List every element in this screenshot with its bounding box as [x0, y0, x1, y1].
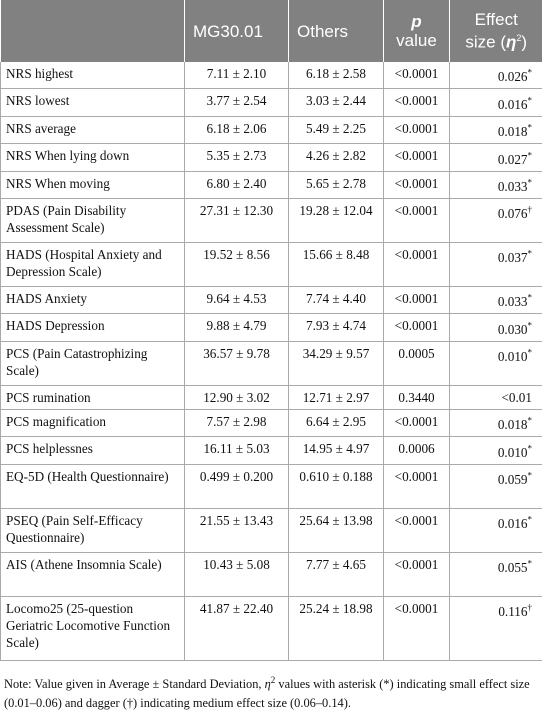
measure-cell: HADS Anxiety	[1, 286, 185, 313]
mg3001-cell: 5.35 ± 2.73	[185, 144, 289, 171]
p-value-cell: <0.0001	[384, 116, 450, 143]
effect-size-cell	[450, 437, 542, 464]
header-eta-sup: 2	[516, 33, 521, 43]
others-cell: 7.93 ± 4.74	[289, 314, 384, 341]
effect-size-marker: *	[528, 443, 533, 453]
others-cell: 25.24 ± 18.98	[289, 596, 384, 660]
others-cell: 5.65 ± 2.78	[289, 171, 384, 198]
mg3001-cell: 21.55 ± 13.43	[185, 508, 289, 552]
note-eta: η	[265, 677, 271, 691]
p-value-cell: <0.0001	[384, 198, 450, 242]
effect-size-marker: *	[528, 559, 533, 569]
measure-cell: PCS helplessnes	[1, 437, 185, 464]
table-row	[1, 62, 542, 89]
measure-cell: NRS When lying down	[1, 144, 185, 171]
table-row	[1, 314, 542, 341]
header-p-value	[384, 0, 450, 62]
others-cell: 3.03 ± 2.44	[289, 89, 384, 116]
p-value-cell: <0.0001	[384, 552, 450, 596]
p-value-cell: <0.0001	[384, 89, 450, 116]
table-row	[1, 242, 542, 286]
others-cell: 15.66 ± 8.48	[289, 242, 384, 286]
effect-size-marker: *	[528, 320, 533, 330]
others-cell: 7.77 ± 4.65	[289, 552, 384, 596]
effect-size-cell	[450, 314, 542, 341]
effect-size-marker: *	[528, 68, 533, 78]
mg3001-cell: 19.52 ± 8.56	[185, 242, 289, 286]
table-row	[1, 171, 542, 198]
others-cell: 25.64 ± 13.98	[289, 508, 384, 552]
mg3001-cell: 9.64 ± 4.53	[185, 286, 289, 313]
others-cell: 14.95 ± 4.97	[289, 437, 384, 464]
table-row	[1, 464, 542, 508]
others-cell: 6.64 ± 2.95	[289, 409, 384, 436]
effect-size-marker: *	[528, 178, 533, 188]
header-mg3001: MG30.01	[185, 0, 289, 62]
others-cell: 5.49 ± 2.25	[289, 116, 384, 143]
measure-cell: PSEQ (Pain Self-Efficacy Questionnaire)	[1, 508, 185, 552]
table-row	[1, 508, 542, 552]
mg3001-cell: 7.11 ± 2.10	[185, 62, 289, 89]
effect-size-cell	[450, 89, 542, 116]
header-row	[1, 0, 542, 62]
effect-size-cell: <0.01	[450, 385, 542, 409]
mg3001-cell: 9.88 ± 4.79	[185, 314, 289, 341]
effect-size-marker: *	[528, 515, 533, 525]
others-cell: 4.26 ± 2.82	[289, 144, 384, 171]
effect-size-cell	[450, 62, 542, 89]
effect-size-cell	[450, 171, 542, 198]
p-value-cell: 0.0005	[384, 341, 450, 385]
effect-size-cell	[450, 464, 542, 508]
others-cell: 6.18 ± 2.58	[289, 62, 384, 89]
effect-size-cell	[450, 552, 542, 596]
effect-size-value: 0.030*	[498, 322, 532, 337]
table-row	[1, 116, 542, 143]
effect-size-cell	[450, 144, 542, 171]
measure-cell: NRS lowest	[1, 89, 185, 116]
others-cell: 19.28 ± 12.04	[289, 198, 384, 242]
effect-size-marker: *	[528, 123, 533, 133]
measure-cell: PCS rumination	[1, 385, 185, 409]
effect-size-value: 0.033*	[498, 179, 532, 194]
header-others: Others	[289, 0, 384, 62]
p-value-cell: <0.0001	[384, 409, 450, 436]
p-value-cell: <0.0001	[384, 286, 450, 313]
effect-size-marker: *	[528, 150, 533, 160]
header-effect-line2: size (	[465, 33, 506, 52]
effect-size-value: 0.055*	[498, 560, 532, 575]
mg3001-cell: 0.499 ± 0.200	[185, 464, 289, 508]
others-cell: 12.71 ± 2.97	[289, 385, 384, 409]
others-cell: 7.74 ± 4.40	[289, 286, 384, 313]
header-p-italic: p	[411, 12, 421, 31]
effect-size-value: 0.010*	[498, 445, 532, 460]
measure-cell: NRS When moving	[1, 171, 185, 198]
mg3001-cell: 16.11 ± 5.03	[185, 437, 289, 464]
effect-size-cell	[450, 341, 542, 385]
effect-size-cell	[450, 198, 542, 242]
table-row	[1, 437, 542, 464]
effect-size-value: 0.026*	[498, 69, 532, 84]
p-value-cell: <0.0001	[384, 62, 450, 89]
mg3001-cell: 12.90 ± 3.02	[185, 385, 289, 409]
table-row	[1, 198, 542, 242]
p-value-cell: <0.0001	[384, 314, 450, 341]
effect-size-value: 0.037*	[498, 250, 532, 265]
header-effect-line1: Effect	[475, 10, 518, 29]
p-value-cell: <0.0001	[384, 464, 450, 508]
note-part1: Note: Value given in Average ± Standard Deviation,	[4, 677, 265, 691]
mg3001-cell: 6.80 ± 2.40	[185, 171, 289, 198]
effect-size-value: 0.018*	[498, 124, 532, 139]
effect-size-cell	[450, 286, 542, 313]
header-p-rest: value	[396, 31, 437, 50]
measure-cell: PCS (Pain Catastrophizing Scale)	[1, 341, 185, 385]
mg3001-cell: 10.43 ± 5.08	[185, 552, 289, 596]
table-row	[1, 596, 542, 660]
table-row	[1, 286, 542, 313]
effect-size-value: 0.010*	[498, 349, 532, 364]
header-effect-size	[450, 0, 542, 62]
effect-size-marker: †	[528, 603, 533, 613]
effect-size-marker: †	[528, 205, 533, 215]
table-note	[0, 661, 542, 713]
p-value-cell: 0.0006	[384, 437, 450, 464]
effect-size-value: 0.016*	[498, 97, 532, 112]
mg3001-cell: 3.77 ± 2.54	[185, 89, 289, 116]
measure-cell: HADS (Hospital Anxiety and Depression Scale)	[1, 242, 185, 286]
table-row	[1, 552, 542, 596]
effect-size-value: 0.027*	[498, 152, 532, 167]
mg3001-cell: 27.31 ± 12.30	[185, 198, 289, 242]
measure-cell: NRS average	[1, 116, 185, 143]
table-row	[1, 144, 542, 171]
p-value-cell: <0.0001	[384, 144, 450, 171]
note-sup: 2	[271, 675, 276, 685]
p-value-cell: <0.0001	[384, 596, 450, 660]
table-row	[1, 385, 542, 409]
effect-size-value: 0.059*	[498, 472, 532, 487]
effect-size-cell	[450, 508, 542, 552]
measure-cell: PCS magnification	[1, 409, 185, 436]
measure-cell: EQ-5D (Health Questionnaire)	[1, 464, 185, 508]
effect-size-cell	[450, 242, 542, 286]
others-cell: 0.610 ± 0.188	[289, 464, 384, 508]
mg3001-cell: 36.57 ± 9.78	[185, 341, 289, 385]
table-body	[1, 62, 542, 660]
effect-size-value: 0.033*	[498, 294, 532, 309]
header-effect-close: )	[521, 33, 527, 52]
effect-size-value: 0.018*	[498, 417, 532, 432]
effect-size-cell	[450, 116, 542, 143]
mg3001-cell: 41.87 ± 22.40	[185, 596, 289, 660]
table-row	[1, 341, 542, 385]
p-value-cell: <0.0001	[384, 508, 450, 552]
mg3001-cell: 6.18 ± 2.06	[185, 116, 289, 143]
measure-cell: AIS (Athene Insomnia Scale)	[1, 552, 185, 596]
effect-size-cell	[450, 409, 542, 436]
header-measure	[1, 0, 185, 62]
effect-size-marker: *	[528, 471, 533, 481]
effect-size-cell	[450, 596, 542, 660]
effect-size-value: 0.116†	[498, 604, 532, 619]
p-value-cell: 0.3440	[384, 385, 450, 409]
measure-cell: PDAS (Pain Disability Assessment Scale)	[1, 198, 185, 242]
measure-cell: NRS highest	[1, 62, 185, 89]
p-value-cell: <0.0001	[384, 242, 450, 286]
effect-size-marker: *	[528, 416, 533, 426]
effect-size-marker: *	[528, 348, 533, 358]
measure-cell: HADS Depression	[1, 314, 185, 341]
table-row	[1, 89, 542, 116]
note-part2: values with asterisk (*) indicating small effect size (0.01–0.06) and dagger (†) indicating medium effect size (0.06–0.14).	[4, 677, 530, 710]
measure-cell: Locomo25 (25-question Geriatric Locomotive Function Scale)	[1, 596, 185, 660]
effect-size-marker: *	[528, 293, 533, 303]
effect-size-marker: *	[528, 249, 533, 259]
p-value-cell: <0.0001	[384, 171, 450, 198]
others-cell: 34.29 ± 9.57	[289, 341, 384, 385]
table-row	[1, 409, 542, 436]
effect-size-value: 0.076†	[498, 206, 532, 221]
effect-size-marker: *	[528, 95, 533, 105]
mg3001-cell: 7.57 ± 2.98	[185, 409, 289, 436]
effect-size-value: 0.016*	[498, 516, 532, 531]
header-eta: η	[506, 33, 516, 52]
